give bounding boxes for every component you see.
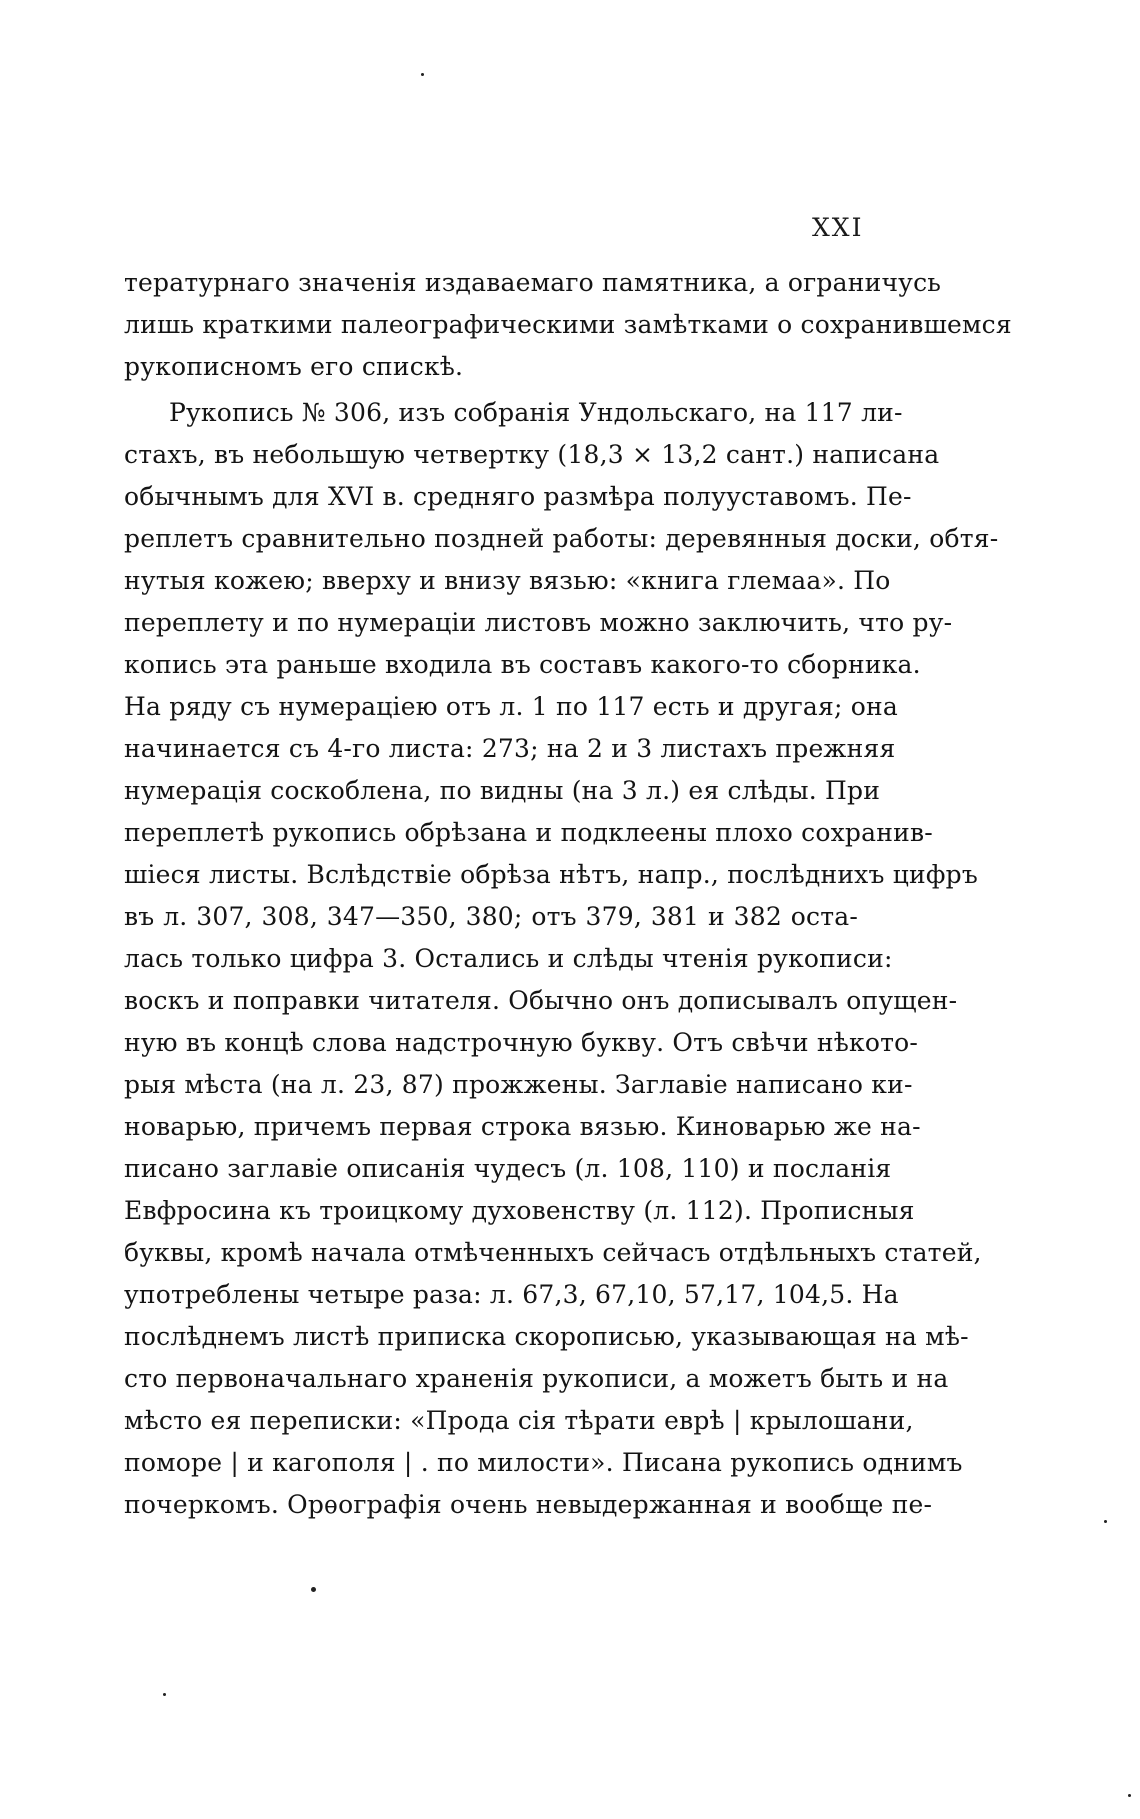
text-line: рыя мѣста (на л. 23, 87) прожжены. Заглавіе написано ки-: [124, 1070, 913, 1099]
text-line: копись эта раньше входила въ составъ какого-то сборника.: [124, 650, 921, 679]
text-line: обычнымъ для XVI в. средняго размѣра полууставомъ. Пе-: [124, 482, 912, 511]
text-line: начинается съ 4-го листа: 273; на 2 и 3 листахъ прежняя: [124, 734, 896, 763]
text-line: На ряду съ нумераціею отъ л. 1 по 117 есть и другая; она: [124, 692, 898, 721]
text-line: нумерація соскоблена, по видны (на 3 л.) ея слѣды. При: [124, 776, 881, 805]
text-line: стахъ, въ небольшую четвертку (18,3 × 13,2 сант.) написана: [124, 440, 940, 469]
text-line: реплетъ сравнительно поздней работы: деревянныя доски, обтя-: [124, 524, 999, 553]
scan-speck: [1104, 1520, 1107, 1523]
scan-speck: [1128, 1794, 1131, 1797]
text-line: нутыя кожею; вверху и внизу вязью: «книга глемаа». По: [124, 566, 891, 595]
text-line: сто первоначальнаго храненія рукописи, а можетъ быть и на: [124, 1364, 949, 1393]
text-line: новарью, причемъ первая строка вязью. Киноварью же на-: [124, 1112, 921, 1141]
text-line: Евфросина къ троицкому духовенству (л. 112). Прописныя: [124, 1196, 915, 1225]
scan-speck: [421, 73, 424, 76]
text-line: переплету и по нумераціи листовъ можно заключить, что ру-: [124, 608, 953, 637]
body-text: [124, 262, 1012, 1526]
text-line: рукописномъ его спискѣ.: [124, 352, 464, 381]
text-line: лишь краткими палеографическими замѣтками о сохранившемся: [124, 310, 1012, 339]
text-line: послѣднемъ листѣ приписка скорописью, указывающая на мѣ-: [124, 1322, 969, 1351]
text-line: употреблены четыре раза: л. 67,3, 67,10, 57,17, 104,5. На: [124, 1280, 899, 1309]
scan-speck: [163, 1693, 166, 1696]
text-line: ную въ концѣ слова надстрочную букву. Отъ свѣчи нѣкото-: [124, 1028, 919, 1057]
text-line: переплетѣ рукопись обрѣзана и подклеены плохо сохранив-: [124, 818, 933, 847]
text-line: воскъ и поправки читателя. Обычно онъ дописывалъ опущен-: [124, 986, 958, 1015]
text-line: почеркомъ. Орѳографія очень невыдержанная и вообще пе-: [124, 1490, 933, 1519]
text-line: поморе | и кагополя | . по милости». Писана рукопись однимъ: [124, 1448, 963, 1477]
text-line: буквы, кромѣ начала отмѣченныхъ сейчасъ отдѣльныхъ статей,: [124, 1238, 982, 1267]
text-line: писано заглавіе описанія чудесъ (л. 108, 110) и посланія: [124, 1154, 892, 1183]
text-line: тературнаго значенія издаваемаго памятника, а ограничусь: [124, 268, 942, 297]
text-line: шіеся листы. Вслѣдствіе обрѣза нѣтъ, напр., послѣднихъ цифръ: [124, 860, 978, 889]
text-line: лась только цифра 3. Остались и слѣды чтенія рукописи:: [124, 944, 893, 973]
scan-speck: [311, 1587, 316, 1592]
page-number: XXI: [812, 213, 864, 242]
text-line: Рукопись № 306, изъ собранія Ундольскаго, на 117 ли-: [169, 398, 903, 427]
text-line: въ л. 307, 308, 347—350, 380; отъ 379, 381 и 382 оста-: [124, 902, 858, 931]
text-line: мѣсто ея переписки: «Прода сія тѣрати еврѣ | крылошани,: [124, 1406, 914, 1435]
